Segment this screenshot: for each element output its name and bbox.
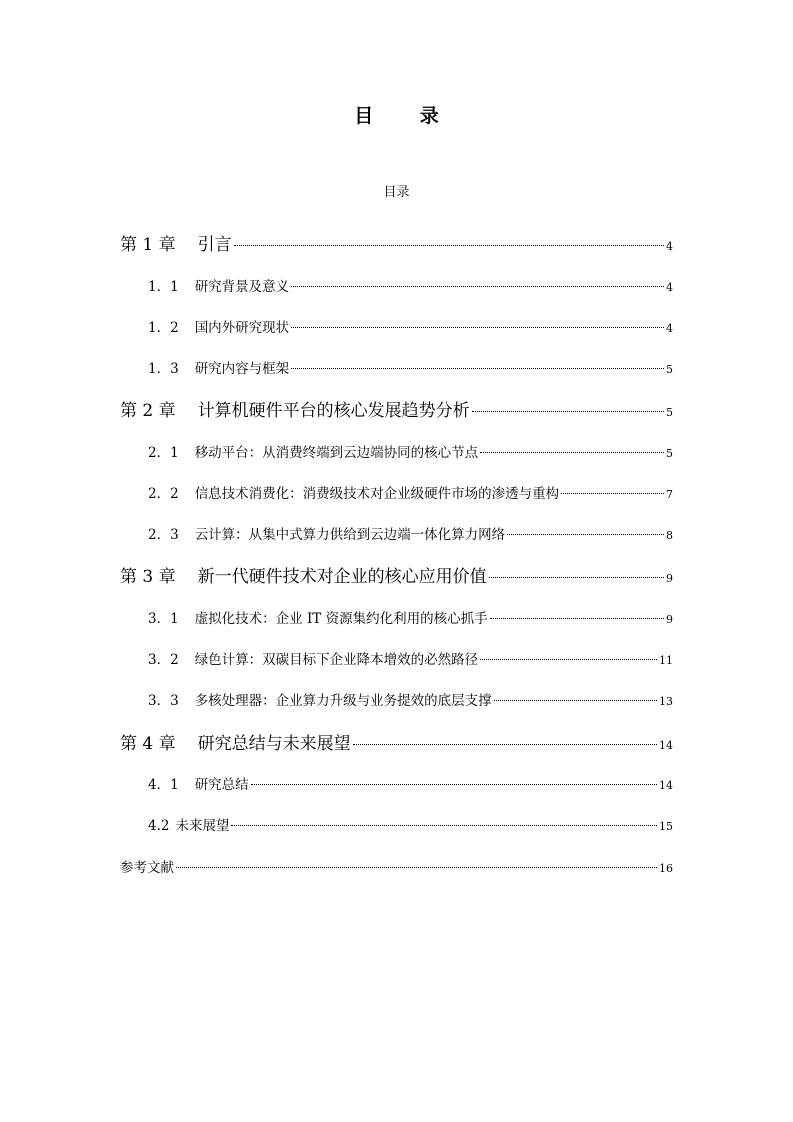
dot-leader (494, 700, 657, 701)
dot-leader (472, 411, 664, 412)
dot-leader (291, 286, 664, 287)
toc-entry-title: 多核处理器：企业算力升级与业务提效的底层支撑 (194, 693, 492, 709)
toc-section-2-3[interactable] (148, 525, 673, 545)
dot-leader (489, 577, 664, 578)
toc-chapter-1[interactable] (120, 232, 673, 258)
toc-chapter-3[interactable] (120, 564, 673, 590)
toc-entry-number: 第 3 章 (120, 567, 176, 587)
toc-entry-page: 5 (666, 406, 673, 419)
toc-entry-title: 绿色计算：双碳目标下企业降本增效的必然路径 (194, 652, 479, 668)
dot-leader (291, 327, 664, 328)
toc-section-4-2[interactable] (148, 816, 673, 836)
toc-entry-number: 1．1 (148, 279, 179, 295)
toc-entry-page: 9 (666, 572, 673, 585)
toc-entry-number: 3．3 (148, 693, 179, 709)
toc-entry-number: 3．1 (148, 611, 179, 627)
toc-entry-number: 4．1 (148, 777, 179, 793)
toc-entry-number: 1．3 (148, 361, 179, 377)
toc-entry-page: 11 (659, 654, 673, 667)
toc-section-4-1[interactable] (148, 775, 673, 795)
toc-entry-title: 研究内容与框架 (194, 361, 290, 377)
toc-entry-title: 信息技术消费化：消费级技术对企业级硬件市场的渗透与重构 (194, 486, 560, 502)
toc-entry-title: 虚拟化技术：企业 IT 资源集约化利用的核心抓手 (194, 611, 488, 627)
toc-section-1-1[interactable] (148, 277, 673, 297)
toc-entry-number: 2．2 (148, 486, 179, 502)
toc-section-3-3[interactable] (148, 691, 673, 711)
toc-entry-number: 4.2 (148, 818, 170, 834)
toc-entry-page: 14 (659, 739, 673, 752)
toc-entry-page: 4 (666, 281, 673, 294)
toc-section-1-2[interactable] (148, 318, 673, 338)
toc-section-3-1[interactable] (148, 609, 673, 629)
toc-entry-number: 2．3 (148, 527, 179, 543)
toc-entry-number: 2．1 (148, 445, 179, 461)
dot-leader (176, 867, 657, 868)
toc-entry-page: 8 (666, 529, 673, 542)
toc-subtitle: 目录 (383, 185, 410, 200)
toc-entry-title: 国内外研究现状 (194, 320, 290, 336)
dot-leader (490, 618, 664, 619)
toc-entry-page: 5 (666, 447, 673, 460)
dot-leader (291, 368, 664, 369)
toc-section-2-2[interactable] (148, 484, 673, 504)
toc-entry-page: 5 (666, 363, 673, 376)
toc-entry-number: 1．2 (148, 320, 179, 336)
toc-entry-page: 7 (666, 488, 673, 501)
toc-entry-title: 研究总结与未来展望 (197, 734, 351, 754)
toc-entry-page: 16 (659, 862, 673, 875)
toc-entry-title: 移动平台：从消费终端到云边端协同的核心节点 (194, 445, 479, 461)
toc-section-1-3[interactable] (148, 359, 673, 379)
toc-chapter-4[interactable] (120, 731, 673, 757)
toc-entry-title: 研究总结 (194, 777, 249, 793)
dot-leader (231, 825, 657, 826)
toc-section-2-1[interactable] (148, 443, 673, 463)
dot-leader (507, 534, 664, 535)
toc-entry-page: 14 (659, 779, 673, 792)
dot-leader (353, 744, 657, 745)
toc-entry-page: 13 (659, 695, 673, 708)
dot-leader (561, 493, 664, 494)
toc-entry-page: 4 (666, 240, 673, 253)
toc-entry-title: 研究背景及意义 (194, 279, 290, 295)
toc-entry-title: 计算机硬件平台的核心发展趋势分析 (197, 401, 470, 421)
toc-entry-number: 第 4 章 (120, 734, 176, 754)
toc-entry-page: 4 (666, 322, 673, 335)
toc-entry-title: 新一代硬件技术对企业的核心应用价值 (197, 567, 487, 587)
toc-entry-title: 未来展望 (175, 818, 230, 834)
toc-entry-page: 9 (666, 613, 673, 626)
toc-entry-title: 参考文献 (120, 860, 174, 876)
toc-section-3-2[interactable] (148, 650, 673, 670)
dot-leader (251, 784, 657, 785)
dot-leader (234, 245, 664, 246)
toc-entry-number: 第 2 章 (120, 401, 176, 421)
page-title: 目 录 (354, 105, 459, 127)
toc-entry-number: 3．2 (148, 652, 179, 668)
toc-chapter-2[interactable] (120, 398, 673, 424)
dot-leader (480, 452, 664, 453)
toc-entry-page: 15 (659, 820, 673, 833)
dot-leader (480, 659, 657, 660)
toc-entry-title: 云计算：从集中式算力供给到云边端一体化算力网络 (194, 527, 506, 543)
toc-references[interactable] (120, 858, 673, 878)
toc-entry-title: 引言 (197, 235, 232, 255)
toc-entry-number: 第 1 章 (120, 235, 176, 255)
